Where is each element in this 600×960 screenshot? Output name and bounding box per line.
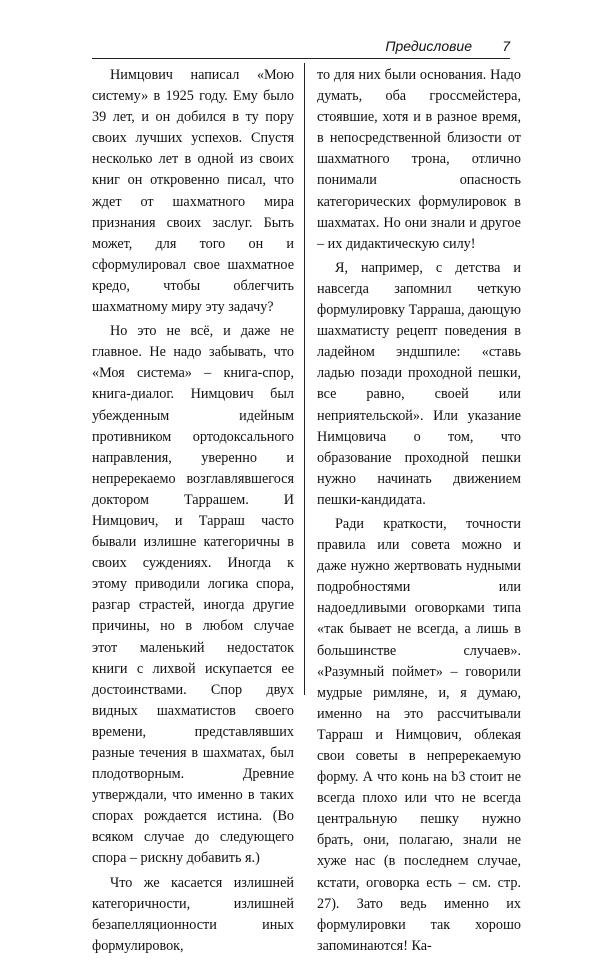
section-title: Предисловие	[385, 38, 472, 54]
paragraph: то для них были основания. Надо думать, оба гроссмейстера, стоявшие, хотя и в разное время, в непосредственной близости от шахматного трона, отлично понимали опасность категорических формулировок в шахматах. Но они знали и другое – их дидактическую силу!	[317, 67, 521, 252]
column-divider	[304, 63, 305, 695]
running-header	[92, 36, 510, 58]
paragraph: Ради краткости, точности правила или совета можно и даже нужно жертвовать нудными подробностями или надоедливыми оговорками типа «так бывает не всегда, а лишь в большинстве случаев». «Разумный поймет» – говорили мудрые римляне, и, я думаю, именно на это рассчитывали Тарраш и Нимцович, облекая свои советы в непререкаемую форму. А что конь на b3 стоит не всегда плохо или что не всегда центральную пешку нужно брать, они, полагаю, знали не хуже нас (в последнем случае, кстати, оговорка есть – см. стр. 27). Зато ведь именно их формулировки так хорошо запоминаются! Ка-	[317, 515, 521, 954]
header-rule	[92, 58, 510, 59]
right-column	[317, 65, 521, 960]
page-number: 7	[502, 38, 510, 54]
paragraph: Но это не всё, и даже не главное. Не надо забывать, что «Моя система» – книга-спор, книга-диалог. Нимцович был убежденным идейным противником ортодоксального направления, уверенно и непререкаемо возглавлявшегося доктором Таррашем. И Нимцович, и Тарраш часто бывали излишне категоричны в своих суждениях. Иногда к этому приводили логика спора, разгар страстей, иногда другие причины, но в любом случае этот маленький недостаток книги с лихвой искупается ее достоинствами. Спор двух видных шахматистов своего времени, представлявших разные течения в шахматах, был плодотворным. Древние утверждали, что именно в таких спорах рождается истина. (Во всяком случае до следующего спора – рискну добавить я.)	[92, 323, 294, 867]
left-column	[92, 65, 294, 960]
paragraph: Нимцович написал «Мою систему» в 1925 году. Ему было 39 лет, и он добился в ту пору своих лучших успехов. Спустя несколько лет в одной из своих книг он откровенно писал, что ждет от шахматного мира признания своих заслуг. Быть может, для того он и сформулировал свое шахматное кредо, чтобы облегчить шахматному миру эту задачу?	[92, 67, 294, 316]
paragraph: Я, например, с детства и навсегда запомнил четкую формулировку Тарраша, дающую шахматисту рецепт поведения в ладейном эндшпиле: «ставь ладью позади проходной пешки, все равно, своей или неприятельской». Или указание Нимцовича о том, что образование проходной пешки нужно начинать движением пешки-кандидата.	[317, 259, 521, 508]
paragraph: Что же касается излишней категоричности, излишней безапелляционности иных формулировок,	[92, 874, 294, 954]
